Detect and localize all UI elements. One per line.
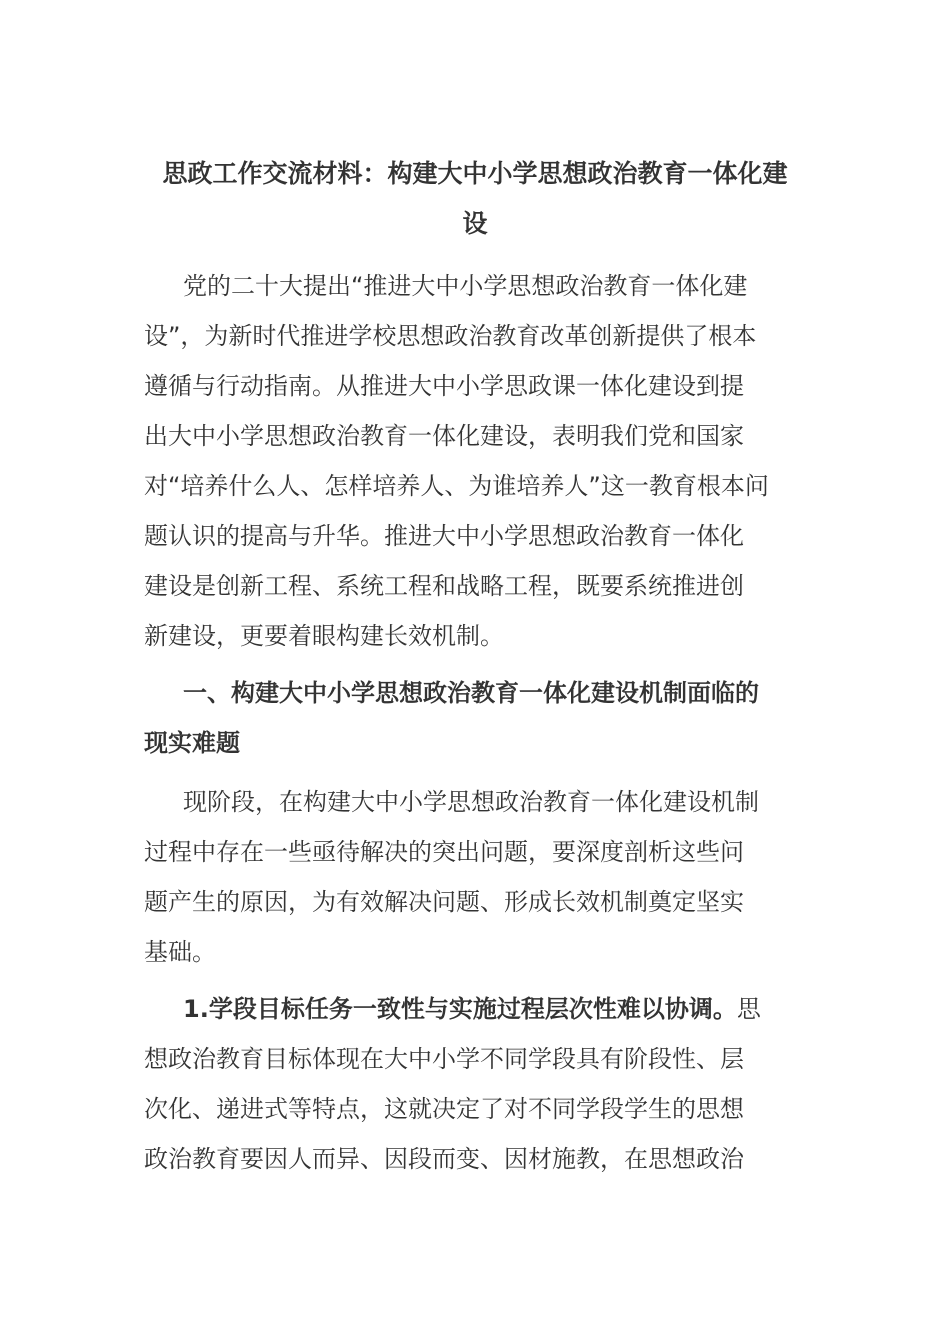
document-title-line-2: 设 bbox=[462, 209, 488, 238]
paragraph-3-line-4: 政治教育要因人而异、因段而变、因材施教，在思想政治 bbox=[144, 1145, 744, 1173]
paragraph-3-bold-lead: 1.学段目标任务一致性与实施过程层次性难以协调。 bbox=[183, 995, 737, 1023]
paragraph-1-line-2: 设”，为新时代推进学校思想政治教育改革创新提供了根本 bbox=[144, 322, 757, 350]
paragraph-3-line-3: 次化、递进式等特点，这就决定了对不同学段学生的思想 bbox=[144, 1095, 744, 1123]
section-heading-1-line-2: 现实难题 bbox=[144, 729, 240, 757]
paragraph-2-line-1: 现阶段，在构建大中小学思想政治教育一体化建设机制 bbox=[183, 788, 759, 816]
paragraph-1-line-3: 遵循与行动指南。从推进大中小学思政课一体化建设到提 bbox=[144, 372, 744, 400]
paragraph-1-line-8: 新建设，更要着眼构建长效机制。 bbox=[144, 622, 504, 650]
paragraph-3-line-2: 想政治教育目标体现在大中小学不同学段具有阶段性、层 bbox=[144, 1045, 744, 1073]
paragraph-3-lead-rest: 思 bbox=[736, 995, 761, 1023]
paragraph-1-line-6: 题认识的提高与升华。推进大中小学思想政治教育一体化 bbox=[144, 522, 744, 550]
paragraph-2-line-4: 基础。 bbox=[144, 938, 216, 966]
document-title-line-1: 思政工作交流材料：构建大中小学思想政治教育一体化建 bbox=[162, 159, 788, 188]
paragraph-3-line-1 bbox=[183, 994, 883, 1024]
paragraph-2-line-3: 题产生的原因，为有效解决问题、形成长效机制奠定坚实 bbox=[144, 888, 744, 916]
paragraph-1-line-7: 建设是创新工程、系统工程和战略工程，既要系统推进创 bbox=[144, 572, 744, 600]
paragraph-1-line-5: 对“培养什么人、怎样培养人、为谁培养人”这一教育根本问 bbox=[144, 472, 769, 500]
section-heading-1-line-1: 一、构建大中小学思想政治教育一体化建设机制面临的 bbox=[183, 679, 759, 707]
paragraph-2-line-2: 过程中存在一些亟待解决的突出问题，要深度剖析这些问 bbox=[144, 838, 744, 866]
paragraph-1-line-1: 党的二十大提出“推进大中小学思想政治教育一体化建 bbox=[183, 272, 748, 300]
paragraph-1-line-4: 出大中小学思想政治教育一体化建设，表明我们党和国家 bbox=[144, 422, 744, 450]
